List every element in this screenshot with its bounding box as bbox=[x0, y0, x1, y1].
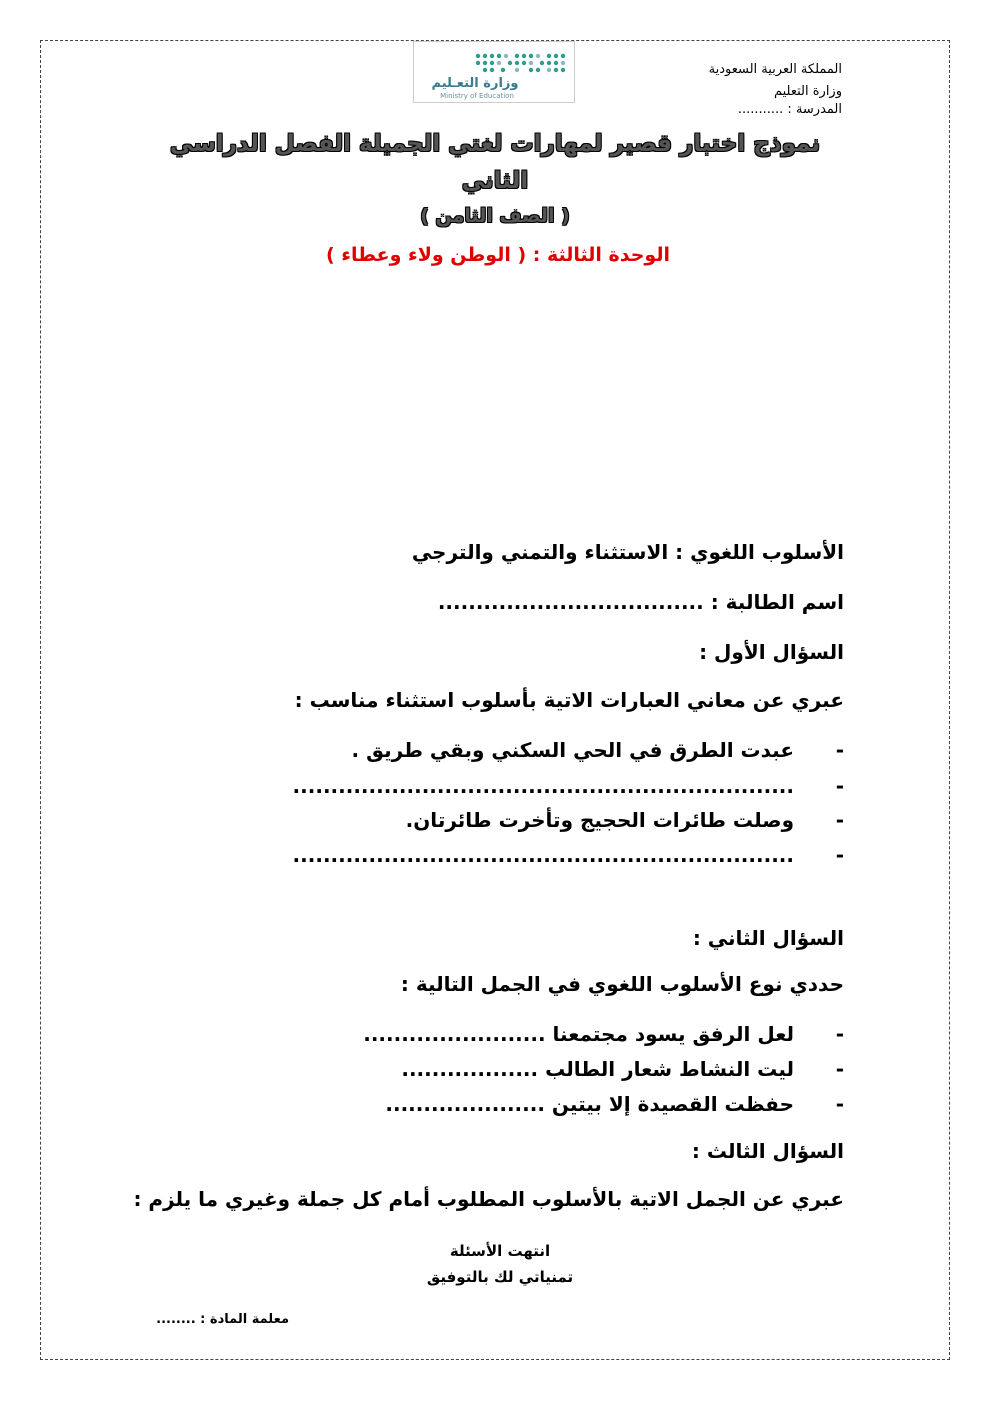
logo-dots-icon bbox=[472, 50, 572, 78]
header-ministry: وزارة التعليم bbox=[773, 84, 842, 99]
question1-heading: السؤال الأول : bbox=[699, 640, 844, 664]
question3-heading: السؤال الثالث : bbox=[691, 1139, 844, 1163]
q2-item-text: ليت النشاط شعار الطالب .................. bbox=[401, 1057, 794, 1081]
good-luck-wish: تمنياتي لك بالتوفيق bbox=[426, 1268, 574, 1286]
q1-answer-line: -.................................................................. bbox=[292, 843, 844, 867]
end-of-questions: انتهت الأسئلة bbox=[449, 1242, 551, 1260]
q1-item-text: وصلت طائرات الحجيج وتأخرت طائرتان. bbox=[405, 808, 794, 832]
question3-instruction: عبري عن الجمل الاتية بالأسلوب المطلوب أمام كل جملة وغيري ما يلزم : bbox=[133, 1187, 844, 1211]
question2-heading: السؤال الثاني : bbox=[692, 926, 844, 950]
student-name-field: اسم الطالبة : ................................... bbox=[437, 590, 844, 614]
ministry-logo bbox=[413, 41, 575, 103]
document-title-line1: نموذج اختبار قصير لمهارات لغتي الجميلة الفصل الدراسي bbox=[169, 131, 821, 157]
q2-item-text: حفظت القصيدة إلا بيتين ..................... bbox=[385, 1092, 794, 1116]
q2-item-text: لعل الرفق يسود مجتمعنا ........................ bbox=[363, 1022, 794, 1046]
q1-item: -وصلت طائرات الحجيج وتأخرت طائرتان. bbox=[405, 808, 844, 832]
grade-label: ( الصف الثامن ) bbox=[420, 205, 570, 227]
q1-answer-dots: .................................................................. bbox=[292, 774, 794, 798]
q1-answer-dots: .................................................................. bbox=[292, 843, 794, 867]
logo-arabic-text: وزارة التعـليم bbox=[431, 76, 519, 91]
question2-instruction: حددي نوع الأسلوب اللغوي في الجمل التالية : bbox=[400, 972, 844, 996]
document-title-line2: الثاني bbox=[461, 168, 529, 194]
q1-item-text: عبدت الطرق في الحي السكني وبقي طريق . bbox=[351, 738, 794, 762]
unit-title: الوحدة الثالثة : ( الوطن ولاء وعطاء ) bbox=[325, 244, 670, 266]
header-kingdom: المملكة العربية السعودية bbox=[708, 62, 842, 77]
header-school: المدرسة : ........... bbox=[737, 102, 842, 117]
language-style-line: الأسلوب اللغوي : الاستثناء والتمني والترجي bbox=[411, 540, 844, 564]
question1-instruction: عبري عن معاني العبارات الاتية بأسلوب استثناء مناسب : bbox=[294, 688, 844, 712]
q2-item: -لعل الرفق يسود مجتمعنا ........................ bbox=[363, 1022, 844, 1046]
q2-item: -ليت النشاط شعار الطالب .................. bbox=[401, 1057, 844, 1081]
q1-answer-line: -.................................................................. bbox=[292, 774, 844, 798]
q1-item: -عبدت الطرق في الحي السكني وبقي طريق . bbox=[351, 738, 844, 762]
q2-item: -حفظت القصيدة إلا بيتين ..................... bbox=[385, 1092, 844, 1116]
logo-english-text: Ministry of Education bbox=[440, 92, 514, 100]
teacher-signature: معلمة المادة : ........ bbox=[156, 1312, 289, 1327]
